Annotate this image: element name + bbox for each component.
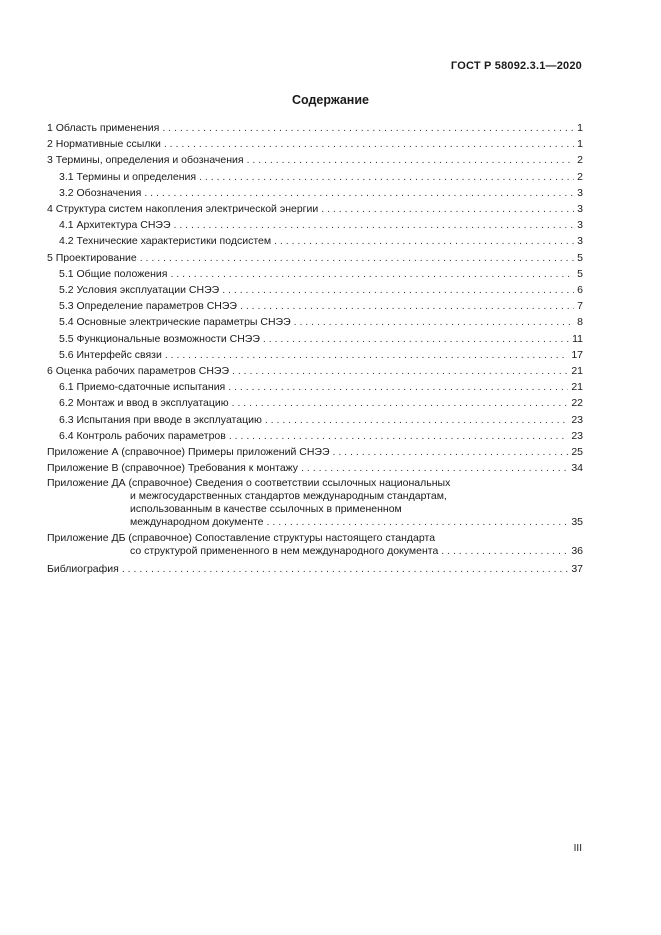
toc-leader-dots — [333, 444, 569, 460]
toc-page-number: 25 — [571, 446, 583, 459]
toc-entry-text: 5.4 Основные электрические параметры СНЭЭ — [59, 316, 291, 329]
toc-entry-text: со структурой примененного в нем международного документа — [130, 545, 439, 558]
toc-entry-text: и межгосударственных стандартов международным стандартам, — [130, 490, 447, 503]
toc-entry-text: 4 Структура систем накопления электрической энергии — [47, 203, 319, 216]
toc-page-number: 2 — [577, 154, 583, 167]
toc-page-number: 6 — [577, 284, 583, 297]
toc-page-number: 23 — [571, 429, 583, 442]
toc-leader-dots — [165, 347, 568, 363]
toc-page-number: 5 — [577, 251, 583, 264]
toc-entry-text: 3 Термины, определения и обозначения — [47, 154, 244, 167]
toc-leader-dots — [247, 152, 575, 168]
toc-page-number: 2 — [577, 170, 583, 183]
toc-leader-dots — [263, 331, 569, 347]
toc-entry[interactable] — [47, 185, 583, 201]
toc-page-number: 36 — [571, 545, 583, 558]
toc-entry-appendix-da[interactable] — [47, 477, 583, 529]
toc-leader-dots — [222, 282, 574, 298]
toc-leader-dots — [294, 314, 575, 330]
toc-entry-text: 1 Область применения — [47, 122, 160, 134]
toc-entry[interactable] — [47, 120, 583, 136]
toc-leader-dots — [265, 412, 568, 428]
toc-page-number: 21 — [571, 365, 583, 378]
toc-page-number: 3 — [577, 186, 583, 199]
toc-page-number: 21 — [571, 381, 583, 394]
toc-entry[interactable] — [47, 347, 583, 363]
toc-page-number: 5 — [577, 267, 583, 280]
toc-entry-text: Библиография — [47, 563, 119, 576]
toc-entry[interactable] — [47, 250, 583, 266]
toc-entry-text: 6.4 Контроль рабочих параметров — [59, 429, 226, 442]
toc-leader-dots — [174, 217, 575, 233]
toc-leader-dots — [301, 460, 568, 476]
toc-leader-dots — [122, 561, 568, 577]
toc-entries — [47, 120, 583, 476]
toc-leader-dots — [170, 266, 574, 282]
toc-entry[interactable] — [47, 217, 583, 233]
toc-page-number: 37 — [571, 563, 583, 576]
toc-page-number: 8 — [577, 316, 583, 329]
toc-entry-text: 5.1 Общие положения — [59, 267, 168, 280]
toc-entry-text: 6 Оценка рабочих параметров СНЭЭ — [47, 365, 230, 378]
toc-entry[interactable] — [47, 412, 583, 428]
toc-entry-text: использованным в качестве ссылочных в примененном — [130, 503, 402, 516]
page-number-roman: III — [573, 843, 582, 854]
toc-entry[interactable] — [47, 395, 583, 411]
toc-page-number: 23 — [571, 413, 583, 426]
toc-leader-dots — [232, 363, 568, 379]
toc-entry-text: международном документе — [130, 516, 264, 529]
toc-page-number: 3 — [577, 235, 583, 248]
toc-entry[interactable] — [47, 460, 583, 476]
toc-entry-text: 4.2 Технические характеристики подсистем — [59, 235, 272, 248]
toc-leader-dots — [199, 169, 574, 185]
toc-leader-dots — [162, 120, 574, 136]
toc-page-number: 7 — [577, 300, 583, 313]
toc-page-number: 22 — [571, 397, 583, 410]
toc-entry-text: Приложение В (справочное) Требования к монтажу — [47, 462, 299, 475]
toc-page-number: 34 — [571, 462, 583, 475]
toc-page-number: 17 — [571, 348, 583, 361]
toc-entry-text: 5 Проектирование — [47, 251, 137, 264]
toc-leader-dots — [164, 136, 574, 152]
toc-entry-text: 2 Нормативные ссылки — [47, 138, 161, 151]
page-title: Содержание — [291, 93, 369, 107]
toc-page-number: 1 — [577, 138, 583, 151]
toc-entry[interactable] — [47, 298, 583, 314]
toc-leader-dots — [229, 428, 568, 444]
toc-entry-text: 3.2 Обозначения — [59, 186, 142, 199]
toc-leader-dots — [240, 298, 574, 314]
toc-leader-dots — [267, 516, 569, 529]
toc-entry-last-line — [47, 545, 583, 558]
toc-entry[interactable] — [47, 363, 583, 379]
toc-entry[interactable] — [47, 233, 583, 249]
toc-entry-text: Приложение ДА (справочное) Сведения о соответствии ссылочных национальных — [47, 477, 451, 490]
toc-entry-appendix-db[interactable] — [47, 532, 583, 558]
toc-entry[interactable] — [47, 314, 583, 330]
toc-entry-text: 6.2 Монтаж и ввод в эксплуатацию — [59, 397, 229, 410]
toc-entry-text: 5.3 Определение параметров СНЭЭ — [59, 300, 237, 313]
toc-entry[interactable] — [47, 282, 583, 298]
toc-leader-dots — [321, 201, 574, 217]
toc-leader-dots — [140, 250, 574, 266]
toc-entry-text: 6.1 Приемо-сдаточные испытания — [59, 381, 226, 394]
table-of-contents — [47, 120, 583, 578]
toc-entry-text: 3.1 Термины и определения — [59, 170, 197, 183]
toc-entry-text: 6.3 Испытания при вводе в эксплуатацию — [59, 413, 262, 426]
toc-leader-dots — [274, 233, 574, 249]
toc-entry-text: 5.6 Интерфейс связи — [59, 348, 162, 361]
toc-entry[interactable] — [47, 152, 583, 168]
toc-entry[interactable] — [47, 266, 583, 282]
toc-entry-text: 5.5 Функциональные возможности СНЭЭ — [59, 332, 260, 345]
toc-entry[interactable] — [47, 428, 583, 444]
toc-leader-dots — [228, 379, 568, 395]
toc-entry[interactable] — [47, 331, 583, 347]
toc-page-number: 35 — [571, 516, 583, 529]
toc-page-number: 3 — [577, 203, 583, 216]
document-number: ГОСТ Р 58092.3.1—2020 — [450, 60, 582, 72]
toc-entry-text: Приложение ДБ (справочное) Сопоставление структуры настоящего стандарта — [47, 532, 436, 545]
toc-entry[interactable] — [47, 201, 583, 217]
toc-entry[interactable] — [47, 379, 583, 395]
toc-entry[interactable] — [47, 136, 583, 152]
toc-leader-dots — [144, 185, 574, 201]
toc-leader-dots — [232, 395, 569, 411]
toc-entry-last-line — [47, 516, 583, 529]
toc-page-number: 3 — [577, 219, 583, 232]
toc-entry[interactable] — [47, 444, 583, 460]
toc-page-number: 11 — [572, 332, 583, 345]
toc-page-number: 1 — [577, 122, 583, 134]
toc-entry-text: Приложение А (справочное) Примеры приложений СНЭЭ — [47, 446, 330, 459]
toc-entry-text: 4.1 Архитектура СНЭЭ — [59, 219, 171, 232]
toc-entry-bibliography[interactable] — [47, 561, 583, 577]
toc-entry[interactable] — [47, 169, 583, 185]
toc-leader-dots — [441, 545, 568, 558]
toc-entry-text: 5.2 Условия эксплуатации СНЭЭ — [59, 284, 220, 297]
